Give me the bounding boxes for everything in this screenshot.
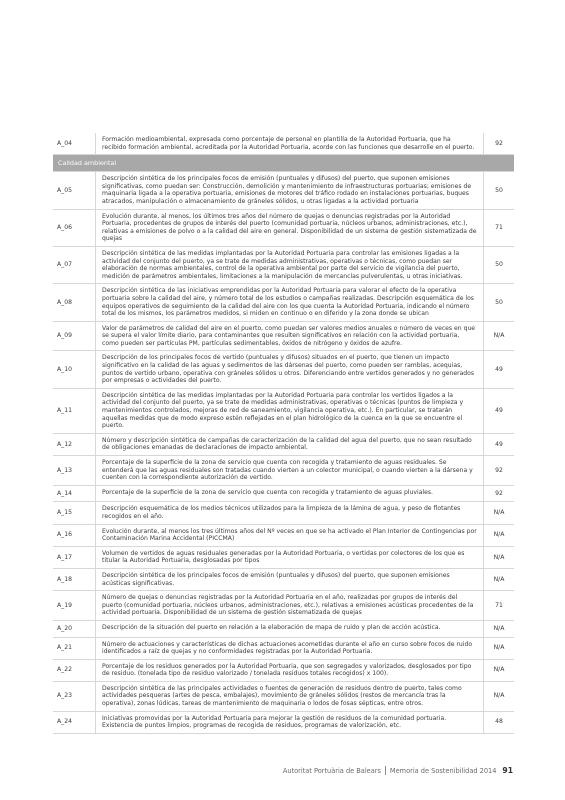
- indicator-description: Iniciativas promovidas por la Autoridad Portuaria para mejorar la gestión de residuos de la comunidad portuaria. Existencia de puntos limpios, programas de recogida de residuos, programas de valorización, etc.: [95, 712, 484, 733]
- indicator-code: A_15: [57, 509, 72, 517]
- indicator-description: Número de actuaciones y características de dichas actuaciones acometidas durante el año en curso sobre focos de ruido identificados a raíz de quejas y no conformidades registradas por la Autoridad Portuaria.: [95, 638, 484, 659]
- indicator-score: 49: [495, 365, 503, 373]
- indicator-code: A_11: [57, 407, 72, 415]
- indicator-description: Número y descripción sintética de campañas de caracterización de la calidad del agua del puerto, que no sean resultado de obligaciones emanadas de declaraciones de impacto ambiental.: [95, 434, 484, 455]
- indicator-code: A_04: [57, 139, 72, 147]
- indicator-description: Descripción sintética de los principales focos de emisión (puntuales y difusos) del puerto, que suponen emisiones significativas, como puedan ser: Construcción, demolición y mantenimiento de infraestructuras portuarias; emisiones de maquinaria ligada a la operativa portuaria, emisiones de motores del tráfico rodado en instalaciones portuarias, buques atracados, manipulación o almacenamiento de gráneles sólidos, u otras ligadas a la actividad portuaria: [95, 172, 484, 208]
- indicator-score: N/A: [493, 509, 505, 517]
- indicator-table: [53, 133, 514, 734]
- indicator-score: 92: [495, 139, 503, 147]
- indicator-score: N/A: [493, 332, 505, 340]
- table-row: [53, 434, 514, 456]
- table-row: [53, 210, 514, 247]
- indicator-description: Porcentaje de la superficie de la zona de servicio que cuenta con recogida y tratamiento de aguas pluviales.: [95, 486, 484, 502]
- indicator-score: N/A: [493, 553, 505, 561]
- indicator-description: Porcentaje de la superficie de la zona de servicio que cuenta con recogida y tratamiento de aguas residuales. Se entenderá que las aguas residuales son tratadas cuando vierten a un colector municipal, o cuando vierten a la dársena y cuenten con la correspondiente autorización de vertido.: [95, 456, 484, 485]
- table-row: [53, 591, 514, 621]
- table-row: [53, 621, 514, 638]
- indicator-score: 50: [495, 261, 503, 269]
- table-row: [53, 351, 514, 388]
- indicator-description: Descripción sintética de los principales focos de emisión (puntuales y difusos) del puerto, que suponen emisiones acústicas significativas.: [95, 569, 484, 590]
- body-rows: [53, 172, 514, 734]
- indicator-code: A_23: [57, 692, 72, 700]
- indicator-score: 49: [495, 407, 503, 415]
- indicator-code: A_13: [57, 466, 72, 474]
- indicator-code: A_16: [57, 531, 72, 539]
- page-footer: [283, 766, 513, 775]
- indicator-score: N/A: [493, 531, 505, 539]
- indicator-score: 92: [495, 489, 503, 497]
- indicator-score: N/A: [493, 666, 505, 674]
- table-row: [53, 712, 514, 734]
- indicator-code: A_08: [57, 298, 72, 306]
- indicator-description: Descripción sintética de las medidas implantadas por la Autoridad Portuaria para controlar las emisiones ligadas a la actividad del conjunto del puerto, ya se trate de medidas administrativas, operativas o técnicas, como puedan ser elaboración de normas ambientales, control de la operativa ambiental por parte del servicio de vigilancia del puerto, medición de parámetros ambientales, limitaciones a la manipulación de mercancías pulverulentas, u otras iniciativas.: [95, 247, 484, 283]
- indicator-code: A_07: [57, 261, 72, 269]
- indicator-code: A_24: [57, 718, 72, 726]
- table-row: [53, 172, 514, 209]
- indicator-score: 92: [495, 466, 503, 474]
- table-row: [53, 247, 514, 284]
- indicator-description: Número de quejas o denuncias registradas por la Autoridad Portuaria en el año, realizadas por grupos de interés del puerto (comunidad portuaria, núcleos urbanos, administraciones, etc.), relativas a emisiones acústicas procedentes de la actividad portuaria. Disponibilidad de un sistema de gestión sistematizada de quejas: [95, 591, 484, 620]
- indicator-code: A_22: [57, 666, 72, 674]
- indicator-score: 48: [495, 718, 503, 726]
- indicator-description: Formación medioambiental, expresada como porcentaje de personal en plantilla de la Autoridad Portuaria, que ha recibido formación ambiental, acreditada por la Autoridad Portuaria, acorde con las funciones que desarrolle en el puerto.: [95, 133, 484, 154]
- table-row: [53, 660, 514, 682]
- indicator-code: A_14: [57, 489, 72, 497]
- section-header-calidad-ambiental: Calidad ambiental: [53, 155, 514, 172]
- indicator-code: A_06: [57, 223, 72, 231]
- indicator-description: Valor de parámetros de calidad del aire en el puerto, como puedan ser valores medios anuales o número de veces en que se supera el valor límite diario, para contaminantes que resulten significativos en relación con la actividad portuaria, como pueden ser partículas PM, partículas sedimentables, óxidos de nitrógeno y óxidos de azufre.: [95, 322, 484, 351]
- table-row: [53, 547, 514, 569]
- footer-divider: [385, 766, 386, 775]
- indicator-score: 50: [495, 186, 503, 194]
- indicator-description: Descripción sintética de las medidas implantadas por la Autoridad Portuaria para controlar los vertidos ligados a la actividad del conjunto del puerto, ya se trate de medidas administrativas, operativas o técnicas (puntos de limpieza y mantenimientos controlados, mejoras de red de saneamiento, vigilancia operativa, etc.). En particular, se tratarán aquellas medidas que de modo expreso estén reflejadas en el plan hidrológico de la cuenca en la que se encuentre el puerto.: [95, 389, 484, 433]
- indicator-code: A_12: [57, 440, 72, 448]
- table-row: [53, 284, 514, 321]
- indicator-score: N/A: [493, 692, 505, 700]
- indicator-description: Descripción sintética de las principales actividades o fuentes de generación de residuos dentro de puerto, tales como actividades pesqueras (artes de pesca, embalajes), movimiento de gráneles sólidos (restos de mercancía tras la operativa), zonas lúdicas, tareas de mantenimiento de maquinaria o lodos de fosas sépticas, entre otros.: [95, 682, 484, 711]
- top-rows: [53, 133, 514, 155]
- indicator-description: Porcentaje de los residuos generados por la Autoridad Portuaria, que son segregados y valorizados, desglosados por tipo de residuo. (tonelada tipo de residuo valorizado / tonelada residuos totales recogidos) x 100).: [95, 660, 484, 681]
- indicator-code: A_10: [57, 365, 72, 373]
- indicator-score: N/A: [493, 624, 505, 632]
- indicator-description: Volumen de vertidos de aguas residuales generadas por la Autoridad Portuaria, o vertidas por colectores de los que es titular la Autoridad Portuaria, desglosadas por tipos: [95, 547, 484, 568]
- indicator-score: 50: [495, 298, 503, 306]
- indicator-score: 49: [495, 440, 503, 448]
- indicator-score: 71: [495, 601, 503, 609]
- table-row: [53, 525, 514, 547]
- table-row: [53, 569, 514, 591]
- table-row: [53, 502, 514, 524]
- indicator-description: Evolución durante, al menos, los últimos tres años del número de quejas o denuncias registradas por la Autoridad Portuaria, procedentes de grupos de interés del puerto (comunidad portuaria, núcleos urbanos, administraciones, etc.), relativas a emisiones de polvo o a la calidad del aire en general. Disponibilidad de un sistema de gestión sistematizada de quejas: [95, 210, 484, 246]
- indicator-code: A_05: [57, 186, 72, 194]
- indicator-code: A_21: [57, 644, 72, 652]
- indicator-score: N/A: [493, 575, 505, 583]
- page-number: 91: [502, 766, 513, 775]
- indicator-code: A_09: [57, 332, 72, 340]
- indicator-description: Evolución durante, al menos los tres últimos años del Nº veces en que se ha activado el Plan Interior de Contingencias por Contaminación Marina Accidental (PICCMA): [95, 525, 484, 546]
- table-row: [53, 486, 514, 503]
- indicator-score: N/A: [493, 644, 505, 652]
- footer-org: Autoritat Portuària de Balears: [282, 766, 381, 775]
- footer-title: Memoria de Sostenibilidad 2014: [389, 766, 497, 775]
- table-row: [53, 456, 514, 486]
- indicator-description: Descripción de los principales focos de vertido (puntuales y difusos) situados en el puerto, que tienen un impacto significativo en la calidad de las aguas y sedimentos de las dársenas del puerto, como pueden ser ramblas, acequias, puntos de vertido urbano, operativa con gráneles sólidos u otros. Diferenciando entre vertidos generados y no generados por empresas o actividades del puerto.: [95, 351, 484, 387]
- table-row: [53, 682, 514, 712]
- table-row: [53, 389, 514, 434]
- indicator-score: 71: [495, 223, 503, 231]
- table-row: [53, 133, 514, 155]
- indicator-code: A_18: [57, 575, 72, 583]
- indicator-description: Descripción esquemática de los medios técnicos utilizados para la limpieza de la lámina de agua, y peso de flotantes recogidos en el año.: [95, 502, 484, 523]
- indicator-code: A_17: [57, 553, 72, 561]
- indicator-description: Descripción sintética de las iniciativas emprendidas por la Autoridad Portuaria para valorar el efecto de la operativa portuaria sobre la calidad del aire, y número total de los estudios o campañas realizadas. Descripción esquemática de los equipos operativos de seguimiento de la calidad del aire con los que cuenta la Autoridad Portuaria, indicando el número total de los mismos, los parámetros medidos, si miden en continuo o en diferido y la zona donde se ubican: [95, 284, 484, 320]
- indicator-code: A_19: [57, 601, 72, 609]
- table-row: [53, 638, 514, 660]
- table-row: [53, 322, 514, 352]
- indicator-description: Descripción de la situación del puerto en relación a la elaboración de mapa de ruido y plan de acción acústica.: [95, 621, 484, 637]
- indicator-code: A_20: [57, 624, 72, 632]
